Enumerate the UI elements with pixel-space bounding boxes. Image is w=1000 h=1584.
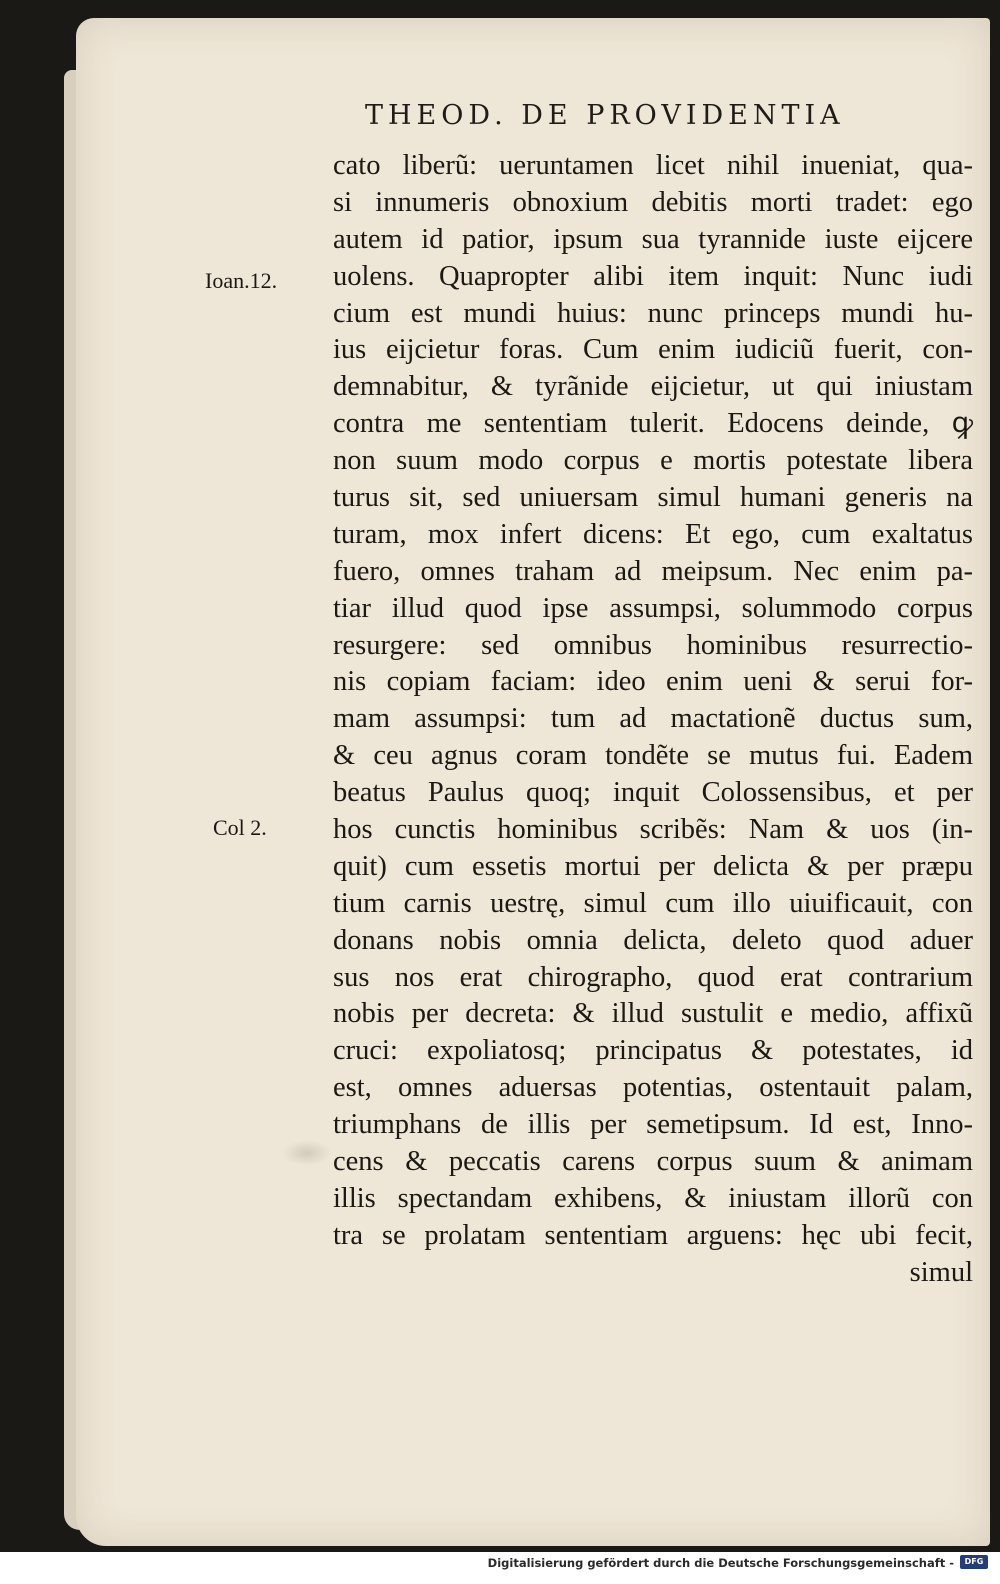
text-line: est, omnes aduersas potentias, ostentauit palam, <box>333 1072 973 1104</box>
text-line: tra se prolatam sententiam arguens: hęc ubi fecit, <box>333 1219 973 1251</box>
text-line: triumphans de illis per semetipsum. Id est, Inno- <box>333 1109 973 1141</box>
show-through-mark <box>282 1140 332 1166</box>
text-line: tium carnis uestrę, simul cum illo uiuificauit, con <box>333 887 973 919</box>
text-line: beatus Paulus quoq; inquit Colossensibus, et per <box>333 777 973 809</box>
text-line: & ceu agnus coram tondẽte se mutus fui. Eadem <box>333 740 973 772</box>
text-line: contra me sententiam tulerit. Edocens deinde, ꝙ <box>333 408 973 440</box>
text-line: autem id patior, ipsum sua tyrannide iuste eijcere <box>333 223 973 255</box>
text-line: turam, mox infert dicens: Et ego, cum exaltatus <box>333 518 973 550</box>
dfg-logo: DFG <box>960 1555 988 1569</box>
text-line: hos cunctis hominibus scribẽs: Nam & uos (in- <box>333 814 973 846</box>
margin-note-col: Col 2. <box>213 815 267 840</box>
text-line: fuero, omnes traham ad meipsum. Nec enim pa- <box>333 555 973 587</box>
body-text <box>333 148 973 1292</box>
text-line: donans nobis omnia delicta, deleto quod aduer <box>333 924 973 956</box>
text-line: sus nos erat chirographo, quod erat contrarium <box>333 961 973 993</box>
text-line: cato liberũ: ueruntamen licet nihil inueniat, qua- <box>333 150 973 181</box>
text-line: nobis per decreta: & illud sustulit e medio, affixũ <box>333 998 973 1030</box>
text-line: resurgere: sed omnibus hominibus resurrectio- <box>333 629 973 661</box>
margin-note-ioan: Ioan.12. <box>205 268 278 293</box>
funding-credit: Digitalisierung gefördert durch die Deutsche Forschungsgemeinschaft - <box>487 1556 954 1570</box>
text-line: cruci: expoliatosq; principatus & potestates, id <box>333 1035 973 1067</box>
text-line: demnabitur, & tyrãnide eijcietur, ut qui iniustam <box>333 371 973 403</box>
text-line: quit) cum essetis mortui per delicta & per præpu <box>333 850 973 882</box>
text-line: non suum modo corpus e mortis potestate libera <box>333 445 973 477</box>
text-line: si innumeris obnoxium debitis morti tradet: ego <box>333 186 973 218</box>
text-line: ius eijcietur foras. Cum enim iudiciũ fuerit, con- <box>333 334 973 366</box>
text-line: cens & peccatis carens corpus suum & animam <box>333 1146 973 1178</box>
text-line: tiar illud quod ipse assumpsi, solummodo corpus <box>333 592 973 624</box>
text-line: mam assumpsi: tum ad mactationẽ ductus sum, <box>333 703 973 735</box>
text-line: nis copiam faciam: ideo enim ueni & serui for- <box>333 666 973 698</box>
text-line: illis spectandam exhibens, & iniustam illorũ con <box>333 1182 973 1214</box>
running-head: THEOD. DE PROVIDENTIA <box>365 100 845 131</box>
text-line: turus sit, sed uniuersam simul humani generis na <box>333 482 973 514</box>
text-line: cium est mundi huius: nunc princeps mundi hu- <box>333 297 973 329</box>
text-line: uolens. Quapropter alibi item inquit: Nunc iudi <box>333 260 973 292</box>
catchword: simul <box>909 1256 973 1288</box>
